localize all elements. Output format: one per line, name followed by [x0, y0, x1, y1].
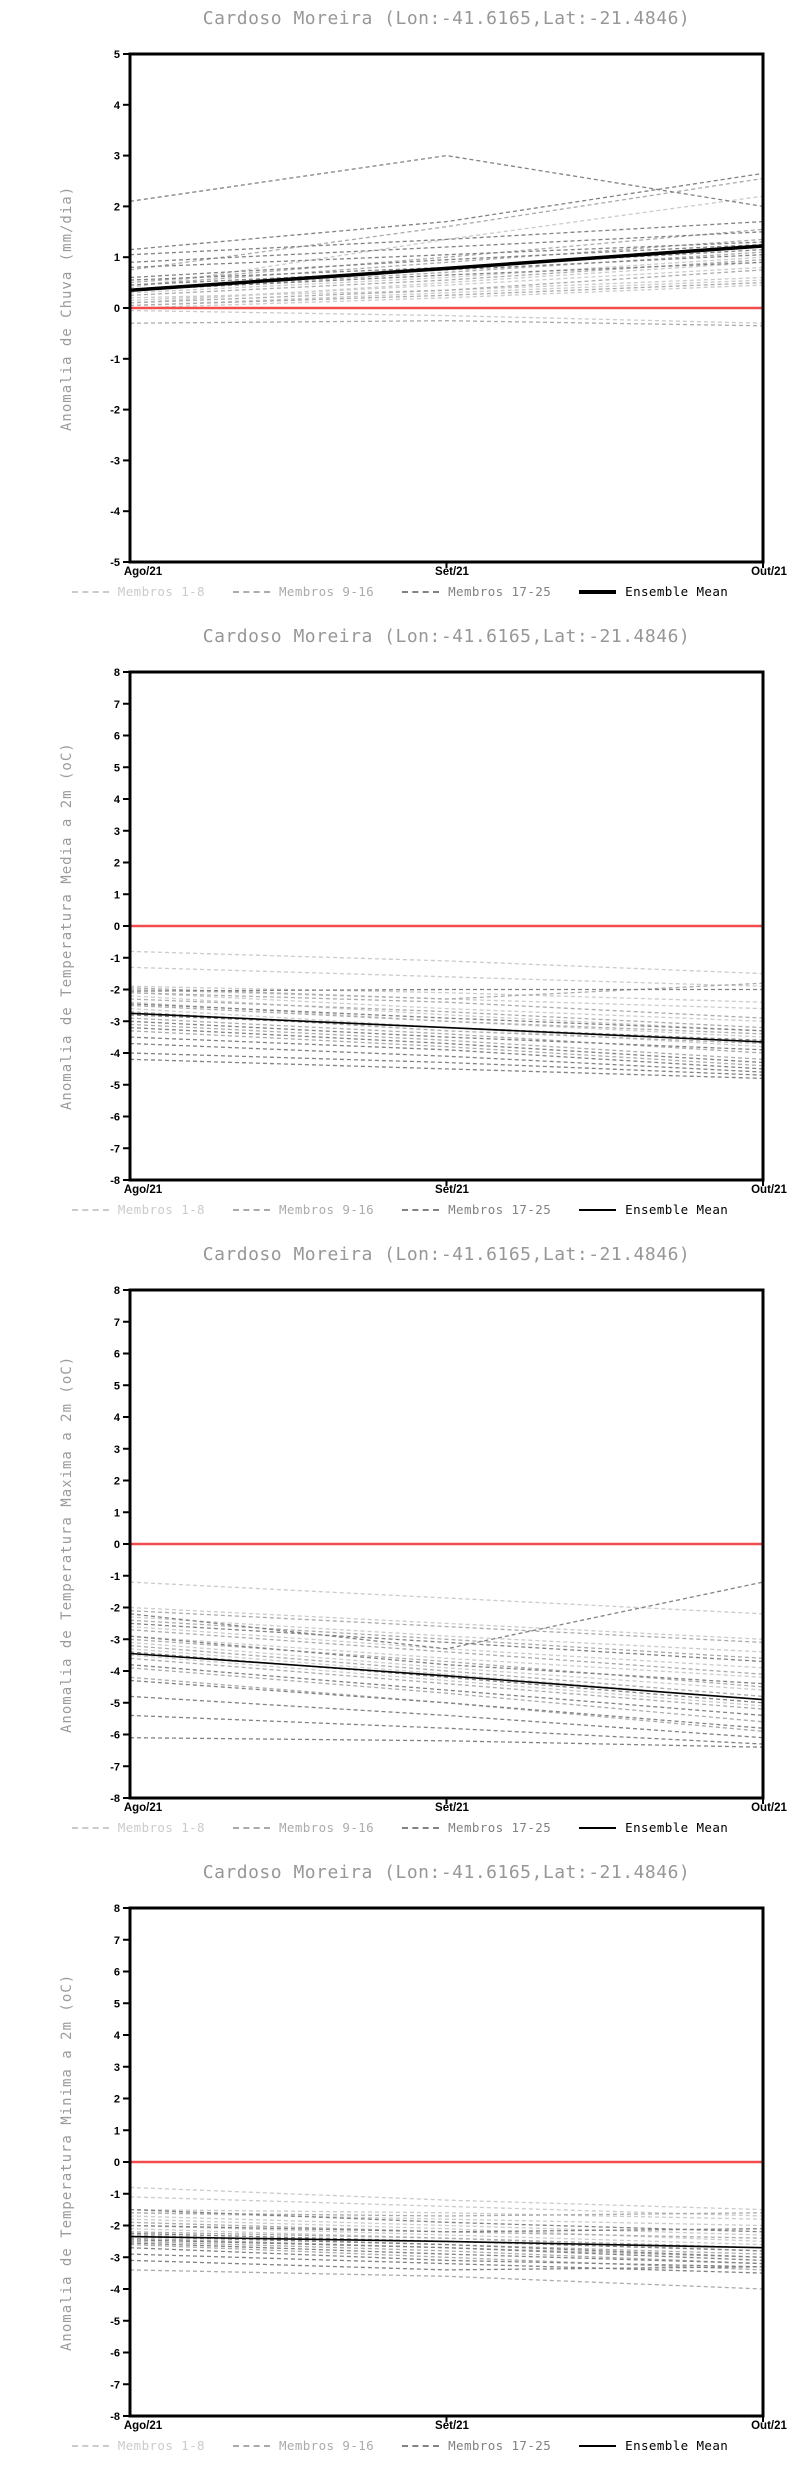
- legend-item-membros-9-16: [233, 2438, 374, 2453]
- x-tick-label: Out/21: [751, 2420, 787, 2432]
- ensemble-member-line: [130, 1002, 763, 1037]
- solid-line-sample: [579, 1209, 616, 1211]
- legend: [0, 2438, 800, 2453]
- y-tick-label: 7: [113, 1316, 120, 1329]
- y-tick-label: 0: [113, 921, 120, 933]
- solid-line-sample: [579, 1827, 616, 1829]
- dashed-line-sample: [72, 591, 109, 593]
- plot-area: [0, 1854, 800, 2472]
- ensemble-member-line: [130, 2245, 763, 2270]
- plot-area: [0, 0, 800, 618]
- y-tick-label: -4: [110, 2284, 120, 2296]
- solid-line-sample: [579, 590, 616, 594]
- ensemble-member-line: [130, 1005, 763, 1034]
- y-tick-label: -1: [110, 952, 120, 965]
- y-tick-label: 8: [113, 667, 120, 679]
- legend-label: Membros 17-25: [448, 2438, 552, 2453]
- ensemble-member-line: [130, 967, 763, 986]
- y-tick-label: 5: [113, 1380, 120, 1393]
- legend-item-membros-17-25: [402, 2438, 551, 2453]
- legend-label: Membros 9-16: [278, 2438, 375, 2453]
- chart-block-temp-media: [0, 618, 800, 1236]
- x-tick-label: Ago/21: [123, 2420, 163, 2432]
- dashed-line-sample: [233, 1209, 270, 1211]
- y-tick-label: -4: [110, 1048, 120, 1060]
- legend-label: Membros 9-16: [278, 584, 375, 599]
- ensemble-member-line: [130, 285, 763, 308]
- y-tick-label: -3: [110, 2252, 120, 2265]
- chart-block-chuva: [0, 0, 800, 618]
- y-axis-label: Anomalia de Temperatura Minima a 2m (oC): [59, 1973, 75, 2351]
- y-tick-label: -7: [110, 1761, 120, 1774]
- x-tick-label: Set/21: [435, 1802, 469, 1814]
- ensemble-member-line: [130, 196, 763, 288]
- dashed-line-sample: [233, 1827, 270, 1829]
- y-tick-label: -3: [110, 1634, 120, 1647]
- ensemble-member-line: [130, 999, 763, 1028]
- ensemble-member-line: [130, 1024, 763, 1059]
- dashed-line-sample: [402, 1827, 439, 1829]
- y-tick-label: -8: [110, 1793, 120, 1805]
- x-tick-label: Set/21: [435, 2420, 469, 2432]
- y-tick-label: -5: [110, 557, 120, 569]
- legend-item-membros-17-25: [402, 1202, 551, 1217]
- y-tick-label: -7: [110, 1143, 120, 1156]
- ensemble-member-line: [130, 1620, 763, 1658]
- y-tick-label: 5: [113, 1998, 120, 2011]
- dashed-line-sample: [72, 2445, 109, 2447]
- legend-item-ensemble-mean: [579, 2438, 728, 2453]
- ensemble-member-line: [130, 1608, 763, 1640]
- legend-item-membros-17-25: [402, 1820, 551, 1835]
- ensemble-member-line: [130, 262, 763, 290]
- legend-label: Membros 17-25: [448, 584, 552, 599]
- x-tick-label: Set/21: [435, 1184, 469, 1196]
- y-tick-label: -4: [110, 506, 120, 519]
- ensemble-member-line: [130, 1623, 763, 1661]
- plot-area: [0, 618, 800, 1236]
- chart-title: Cardoso Moreira (Lon:-41.6165,Lat:-21.4846): [202, 8, 691, 29]
- ensemble-member-line: [130, 986, 763, 1002]
- x-tick-label: Ago/21: [123, 1802, 163, 1814]
- dashed-line-sample: [402, 1209, 439, 1211]
- y-axis-label: Anomalia de Chuva (mm/dia): [59, 185, 75, 431]
- ensemble-member-line: [130, 1031, 763, 1066]
- legend-label: Ensemble Mean: [625, 584, 729, 599]
- y-tick-label: 0: [113, 2157, 120, 2169]
- x-tick-label: Out/21: [751, 566, 787, 578]
- ensemble-member-line: [130, 2260, 763, 2270]
- legend-item-ensemble-mean: [579, 1202, 728, 1217]
- legend-item-membros-1-8: [72, 1202, 205, 1217]
- y-tick-label: -6: [110, 1111, 120, 1124]
- y-tick-label: 4: [113, 1412, 120, 1424]
- legend-label: Membros 1-8: [117, 584, 205, 599]
- ensemble-member-line: [130, 2270, 763, 2289]
- legend-item-ensemble-mean: [579, 1820, 728, 1835]
- plot-area: [0, 1236, 800, 1854]
- y-tick-label: -5: [110, 2315, 120, 2328]
- ensemble-member-line: [130, 990, 763, 992]
- legend-item-membros-1-8: [72, 1820, 205, 1835]
- ensemble-member-line: [130, 2213, 763, 2226]
- ensemble-member-line: [130, 1037, 763, 1069]
- ensemble-member-line: [130, 1617, 763, 1652]
- ensemble-member-line: [130, 1018, 763, 1053]
- y-tick-label: 5: [113, 762, 120, 775]
- legend-label: Membros 9-16: [278, 1202, 375, 1217]
- legend: [0, 584, 800, 599]
- legend-label: Ensemble Mean: [625, 2438, 729, 2453]
- y-tick-label: -8: [110, 1175, 120, 1187]
- y-tick-label: 2: [113, 1475, 120, 1488]
- y-tick-label: -4: [110, 1666, 120, 1678]
- ensemble-member-line: [130, 1028, 763, 1063]
- legend: [0, 1820, 800, 1835]
- chart-title: Cardoso Moreira (Lon:-41.6165,Lat:-21.4846): [202, 1862, 691, 1883]
- y-tick-label: 3: [113, 825, 120, 838]
- y-tick-label: 7: [113, 1934, 120, 1947]
- ensemble-member-line: [130, 1665, 763, 1716]
- ensemble-member-line: [130, 1738, 763, 1748]
- y-tick-label: -3: [110, 1016, 120, 1029]
- ensemble-member-line: [130, 1677, 763, 1731]
- legend-label: Ensemble Mean: [625, 1202, 729, 1217]
- ensemble-member-line: [130, 1044, 763, 1073]
- y-tick-label: -6: [110, 1729, 120, 1742]
- y-tick-label: 4: [113, 794, 120, 806]
- ensemble-member-line: [130, 1611, 763, 1643]
- y-tick-label: 4: [113, 2030, 120, 2042]
- y-tick-label: -2: [110, 984, 120, 997]
- legend-label: Membros 17-25: [448, 1820, 552, 1835]
- chart-block-temp-maxima: [0, 1236, 800, 1854]
- y-tick-label: 0: [113, 1539, 120, 1551]
- legend-item-membros-1-8: [72, 584, 205, 599]
- y-tick-label: -1: [110, 2188, 120, 2201]
- x-tick-label: Ago/21: [123, 1184, 163, 1196]
- dashed-line-sample: [402, 2445, 439, 2447]
- ensemble-member-line: [130, 1642, 763, 1690]
- ensemble-member-line: [130, 321, 763, 326]
- legend-item-membros-9-16: [233, 1202, 374, 1217]
- y-tick-label: -2: [110, 404, 120, 417]
- y-tick-label: 3: [113, 1443, 120, 1456]
- y-tick-label: 6: [113, 1966, 120, 1979]
- ensemble-member-line: [130, 1681, 763, 1729]
- dashed-line-sample: [233, 591, 270, 593]
- ensemble-member-line: [130, 1715, 763, 1744]
- y-tick-label: -3: [110, 455, 120, 468]
- ensemble-member-line: [130, 239, 763, 285]
- x-tick-label: Set/21: [435, 566, 469, 578]
- y-tick-label: 6: [113, 1348, 120, 1361]
- legend-label: Membros 9-16: [278, 1820, 375, 1835]
- y-tick-label: 2: [113, 857, 120, 870]
- y-tick-label: -8: [110, 2411, 120, 2423]
- legend-item-membros-9-16: [233, 584, 374, 599]
- y-tick-label: -7: [110, 2379, 120, 2392]
- legend-item-membros-17-25: [402, 584, 551, 599]
- dashed-line-sample: [402, 591, 439, 593]
- y-tick-label: 2: [113, 2093, 120, 2106]
- ensemble-member-line: [130, 283, 763, 306]
- chart-block-temp-minima: [0, 1854, 800, 2472]
- y-axis-label: Anomalia de Temperatura Maxima a 2m (oC): [59, 1355, 75, 1733]
- y-tick-label: -2: [110, 2220, 120, 2233]
- solid-line-sample: [579, 2445, 616, 2447]
- y-tick-label: 4: [113, 99, 120, 112]
- legend-label: Membros 1-8: [117, 2438, 205, 2453]
- y-tick-label: 5: [113, 49, 120, 61]
- ensemble-member-line: [130, 996, 763, 1031]
- chart-title: Cardoso Moreira (Lon:-41.6165,Lat:-21.4846): [202, 1244, 691, 1265]
- legend-item-membros-1-8: [72, 2438, 205, 2453]
- x-tick-label: Out/21: [751, 1184, 787, 1196]
- dashed-line-sample: [72, 1827, 109, 1829]
- ensemble-member-line: [130, 156, 763, 207]
- y-tick-label: 3: [113, 150, 120, 163]
- y-tick-label: -1: [110, 353, 120, 366]
- dashed-line-sample: [233, 2445, 270, 2447]
- y-tick-label: -2: [110, 1602, 120, 1615]
- x-tick-label: Out/21: [751, 1802, 787, 1814]
- ensemble-member-line: [130, 179, 763, 270]
- y-tick-label: 3: [113, 2061, 120, 2074]
- y-tick-label: 6: [113, 730, 120, 743]
- y-tick-label: 8: [113, 1903, 120, 1915]
- x-tick-label: Ago/21: [123, 566, 163, 578]
- y-tick-label: 1: [113, 889, 120, 902]
- legend-label: Ensemble Mean: [625, 1820, 729, 1835]
- y-tick-label: 8: [113, 1285, 120, 1297]
- y-tick-label: -6: [110, 2347, 120, 2360]
- y-tick-label: 1: [113, 1507, 120, 1520]
- y-tick-label: 0: [113, 303, 120, 315]
- legend: [0, 1202, 800, 1217]
- y-tick-label: 1: [113, 252, 120, 265]
- y-tick-label: 2: [113, 201, 120, 214]
- y-tick-label: -5: [110, 1697, 120, 1710]
- legend-label: Membros 1-8: [117, 1820, 205, 1835]
- y-tick-label: 7: [113, 698, 120, 711]
- legend-item-membros-9-16: [233, 1820, 374, 1835]
- y-tick-label: 1: [113, 2125, 120, 2138]
- legend-label: Membros 17-25: [448, 1202, 552, 1217]
- y-axis-label: Anomalia de Temperatura Media a 2m (oC): [59, 742, 75, 1110]
- y-tick-label: -5: [110, 1079, 120, 1092]
- ensemble-member-line: [130, 1639, 763, 1687]
- ensemble-member-line: [130, 1582, 763, 1614]
- dashed-line-sample: [72, 1209, 109, 1211]
- ensemble-member-line: [130, 1021, 763, 1050]
- chart-title: Cardoso Moreira (Lon:-41.6165,Lat:-21.4846): [202, 626, 691, 647]
- legend-label: Membros 1-8: [117, 1202, 205, 1217]
- legend-item-ensemble-mean: [579, 584, 728, 599]
- y-tick-label: -1: [110, 1570, 120, 1583]
